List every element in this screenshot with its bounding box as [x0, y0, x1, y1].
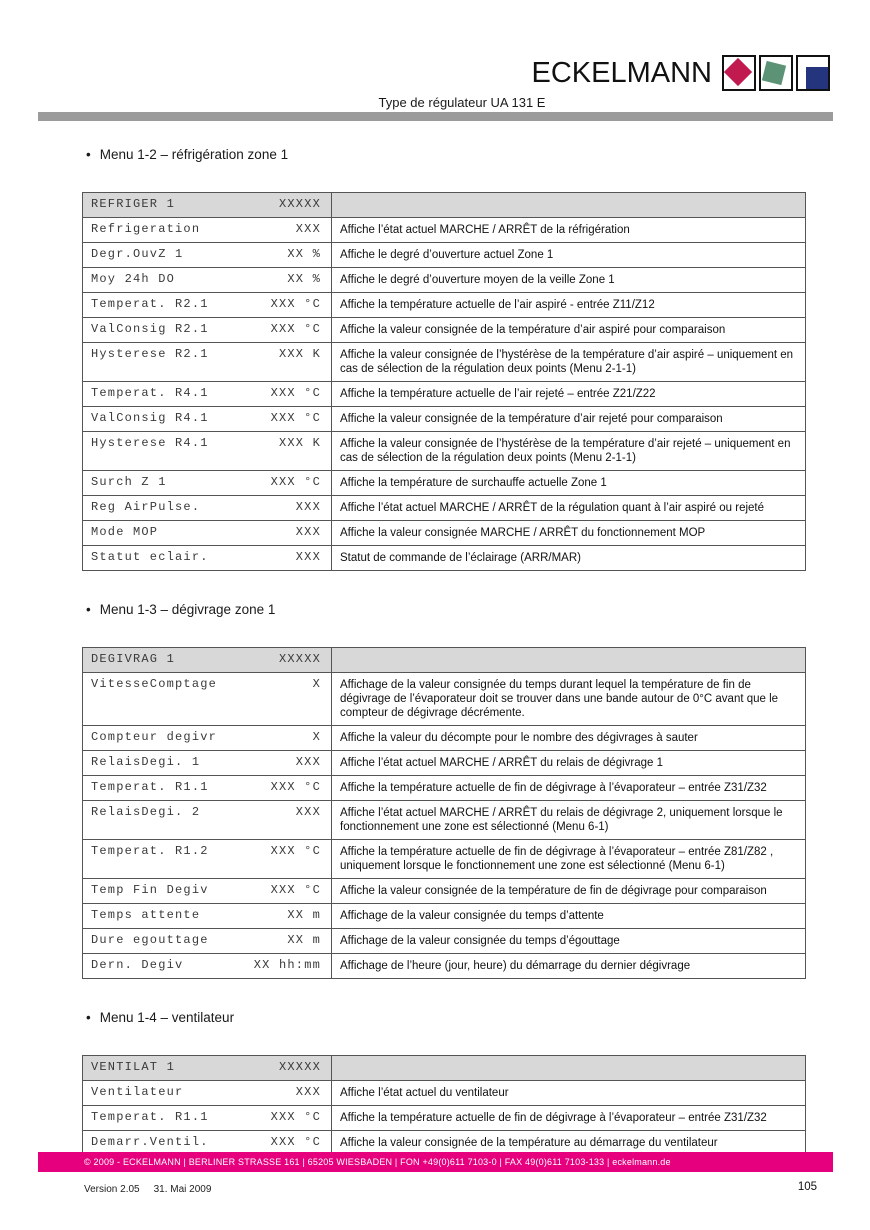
param-description: Affiche l’état actuel MARCHE / ARRÊT du relais de dégivrage 1 [332, 751, 806, 776]
param-description: Affiche la valeur consignée de la température au démarrage du ventilateur [332, 1131, 806, 1156]
param-description: Affiche la valeur consignée de l’hystérèse de la température d’air rejeté – uniquement en cas de sélection de la régulation deux points (Menu 2-1-1) [332, 432, 806, 471]
table-row [83, 801, 806, 840]
table-row [83, 521, 806, 546]
section-heading [82, 147, 806, 163]
table-header-label: VENTILAT 1 [91, 1060, 176, 1074]
section-heading [82, 602, 806, 618]
table-header-desc-cell [332, 648, 806, 673]
table-row [83, 218, 806, 243]
param-value: XXX °C [270, 844, 321, 858]
param-value: XX m [287, 908, 321, 922]
logo-green-square-icon [759, 55, 793, 91]
param-label: ValConsig R4.1 [91, 411, 209, 425]
table-row [83, 318, 806, 343]
param-value: XXX °C [270, 1110, 321, 1124]
param-label: Statut eclair. [91, 550, 209, 564]
param-description: Affiche la valeur consignée de l’hystérèse de la température d’air aspiré – uniquement en cas de sélection de la régulation deux points (Menu 2-1-1) [332, 343, 806, 382]
param-label: Hysterese R2.1 [91, 347, 209, 361]
table-row [83, 268, 806, 293]
table-row [83, 929, 806, 954]
bullet-icon: • [86, 602, 91, 617]
param-description: Affiche la température actuelle de l’air rejeté – entrée Z21/Z22 [332, 382, 806, 407]
table-header-value: XXXXX [278, 1060, 321, 1074]
param-value: XXX °C [270, 297, 321, 311]
param-label: ValConsig R2.1 [91, 322, 209, 336]
param-value: X [312, 677, 321, 691]
page-number: 105 [797, 1181, 817, 1193]
param-value: XX hh:mm [253, 958, 321, 972]
param-description: Affiche le degré d’ouverture moyen de la veille Zone 1 [332, 268, 806, 293]
param-label: Mode MOP [91, 525, 159, 539]
table-row [83, 904, 806, 929]
logo-wordmark: ECKELMANN [531, 56, 712, 89]
param-label: Reg AirPulse. [91, 500, 201, 514]
param-description: Affichage de la valeur consignée du temps d’égouttage [332, 929, 806, 954]
param-value: X [312, 730, 321, 744]
table-header-desc-cell [332, 1056, 806, 1081]
logo-blue-square-icon [796, 55, 830, 91]
param-label: Dern. Degiv [91, 958, 184, 972]
param-description: Affichage de l’heure (jour, heure) du démarrage du dernier dégivrage [332, 954, 806, 979]
table-header-label: REFRIGER 1 [91, 197, 176, 211]
section-menu-1-2 [82, 147, 806, 571]
param-label: Temperat. R1.1 [91, 1110, 209, 1124]
param-label: Temperat. R1.1 [91, 780, 209, 794]
table-row [83, 776, 806, 801]
param-value: XXX °C [270, 322, 321, 336]
section-menu-1-3 [82, 602, 806, 979]
bullet-icon: • [86, 147, 91, 162]
param-label: Refrigeration [91, 222, 201, 236]
document-subtitle: Type de régulateur UA 131 E [378, 95, 546, 110]
param-description: Affiche le degré d’ouverture actuel Zone 1 [332, 243, 806, 268]
logo-mark-icon [722, 55, 830, 91]
table-header-value: XXXXX [278, 197, 321, 211]
param-value: XXX [295, 805, 321, 819]
table-row [83, 954, 806, 979]
param-description: Affichage de la valeur consignée du temps d’attente [332, 904, 806, 929]
param-description: Affiche la valeur du décompte pour le nombre des dégivrages à sauter [332, 726, 806, 751]
param-value: XXX [295, 755, 321, 769]
table-header-row [83, 193, 806, 218]
table-row [83, 751, 806, 776]
bullet-icon: • [86, 1010, 91, 1025]
section-heading-label: Menu 1-3 – dégivrage zone 1 [99, 602, 276, 617]
param-description: Affiche la valeur consignée de la température d’air aspiré pour comparaison [332, 318, 806, 343]
param-description: Affiche la valeur consignée MARCHE / ARRÊT du fonctionnement MOP [332, 521, 806, 546]
header-rule [38, 112, 833, 121]
param-label: Compteur degivr [91, 730, 218, 744]
param-value: XXX K [278, 347, 321, 361]
section-heading-label: Menu 1-2 – réfrigération zone 1 [99, 147, 289, 162]
param-value: XXX [295, 222, 321, 236]
param-description: Affiche la température de surchauffe actuelle Zone 1 [332, 471, 806, 496]
param-value: XXX °C [270, 883, 321, 897]
param-value: XXX °C [270, 386, 321, 400]
table-row [83, 496, 806, 521]
table-row [83, 382, 806, 407]
table-row [83, 1081, 806, 1106]
param-value: XX % [287, 272, 321, 286]
param-label: Moy 24h DO [91, 272, 176, 286]
param-description: Affiche la température actuelle de fin de dégivrage à l’évaporateur – entrée Z81/Z82 , uniquement lorsque le fonctionnement une zone est sélectionné (Menu 6-1) [332, 840, 806, 879]
param-value: XXX °C [270, 411, 321, 425]
param-label: Temp Fin Degiv [91, 883, 209, 897]
param-description: Affiche l’état actuel MARCHE / ARRÊT de la réfrigération [332, 218, 806, 243]
param-value: XXX [295, 500, 321, 514]
param-value: XX m [287, 933, 321, 947]
eckelmann-logo [532, 55, 831, 91]
param-label: VitesseComptage [91, 677, 218, 691]
param-value: XXX °C [270, 1135, 321, 1149]
param-description: Affiche la valeur consignée de la température de fin de dégivrage pour comparaison [332, 879, 806, 904]
table-header-row [83, 648, 806, 673]
param-label: Temperat. R2.1 [91, 297, 209, 311]
param-description: Affichage de la valeur consignée du temps durant lequel la température de fin de dégivrage de l’évaporateur doit se trouver dans une bande autour de 0°C avant que le compteur de dégivrage décrémente. [332, 673, 806, 726]
param-label: Surch Z 1 [91, 475, 167, 489]
table-row [83, 293, 806, 318]
table-row [83, 432, 806, 471]
table-header-label: DEGIVRAG 1 [91, 652, 176, 666]
param-label: Ventilateur [91, 1085, 184, 1099]
param-label: RelaisDegi. 2 [91, 805, 201, 819]
table-row [83, 726, 806, 751]
parameter-table-ventilat [82, 1055, 806, 1156]
table-row [83, 673, 806, 726]
table-row [83, 407, 806, 432]
param-description: Affiche la température actuelle de fin de dégivrage à l’évaporateur – entrée Z31/Z32 [332, 776, 806, 801]
table-header-value: XXXXX [278, 652, 321, 666]
table-row [83, 879, 806, 904]
param-label: Temps attente [91, 908, 201, 922]
section-heading [82, 1010, 806, 1026]
parameter-table-refriger [82, 192, 806, 571]
table-header-desc-cell [332, 193, 806, 218]
param-value: XXX K [278, 436, 321, 450]
param-label: Dure egouttage [91, 933, 209, 947]
content [82, 147, 806, 1187]
section-menu-1-4 [82, 1010, 806, 1156]
footer-address-bar: © 2009 - ECKELMANN | BERLINER STRASSE 161 | 65205 WIESBADEN | FON +49(0)611 7103-0 | FAX 49(0)611 7103-133 | eckelmann.de [38, 1152, 833, 1172]
param-description: Affiche la température actuelle de fin de dégivrage à l’évaporateur – entrée Z31/Z32 [332, 1106, 806, 1131]
table-row [83, 471, 806, 496]
table-row [83, 546, 806, 571]
table-row [83, 343, 806, 382]
param-value: XXX °C [270, 475, 321, 489]
version-label: Version 2.05 [84, 1184, 140, 1195]
table-row [83, 840, 806, 879]
param-value: XXX [295, 525, 321, 539]
logo-magenta-diamond-icon [722, 55, 756, 91]
param-value: XXX °C [270, 780, 321, 794]
version-line [84, 1184, 211, 1195]
version-date: 31. Mai 2009 [153, 1184, 212, 1195]
param-description: Affiche la température actuelle de l’air aspiré - entrée Z11/Z12 [332, 293, 806, 318]
param-label: Hysterese R4.1 [91, 436, 209, 450]
param-label: Degr.OuvZ 1 [91, 247, 184, 261]
param-value: XXX [295, 550, 321, 564]
section-heading-label: Menu 1-4 – ventilateur [99, 1010, 235, 1025]
param-value: XX % [287, 247, 321, 261]
param-description: Affiche l’état actuel du ventilateur [332, 1081, 806, 1106]
table-row [83, 1106, 806, 1131]
table-header-row [83, 1056, 806, 1081]
param-label: Temperat. R4.1 [91, 386, 209, 400]
param-label: RelaisDegi. 1 [91, 755, 201, 769]
param-description: Affiche l’état actuel MARCHE / ARRÊT du relais de dégivrage 2, uniquement lorsque le fonctionnement une zone est sélectionné (Menu 6-1) [332, 801, 806, 840]
param-description: Affiche la valeur consignée de la température d’air rejeté pour comparaison [332, 407, 806, 432]
param-description: Affiche l’état actuel MARCHE / ARRÊT de la régulation quant à l’air aspiré ou rejeté [332, 496, 806, 521]
param-label: Temperat. R1.2 [91, 844, 209, 858]
param-value: XXX [295, 1085, 321, 1099]
parameter-table-degivrag [82, 647, 806, 979]
param-label: Demarr.Ventil. [91, 1135, 209, 1149]
param-description: Statut de commande de l’éclairage (ARR/MAR) [332, 546, 806, 571]
table-row [83, 243, 806, 268]
